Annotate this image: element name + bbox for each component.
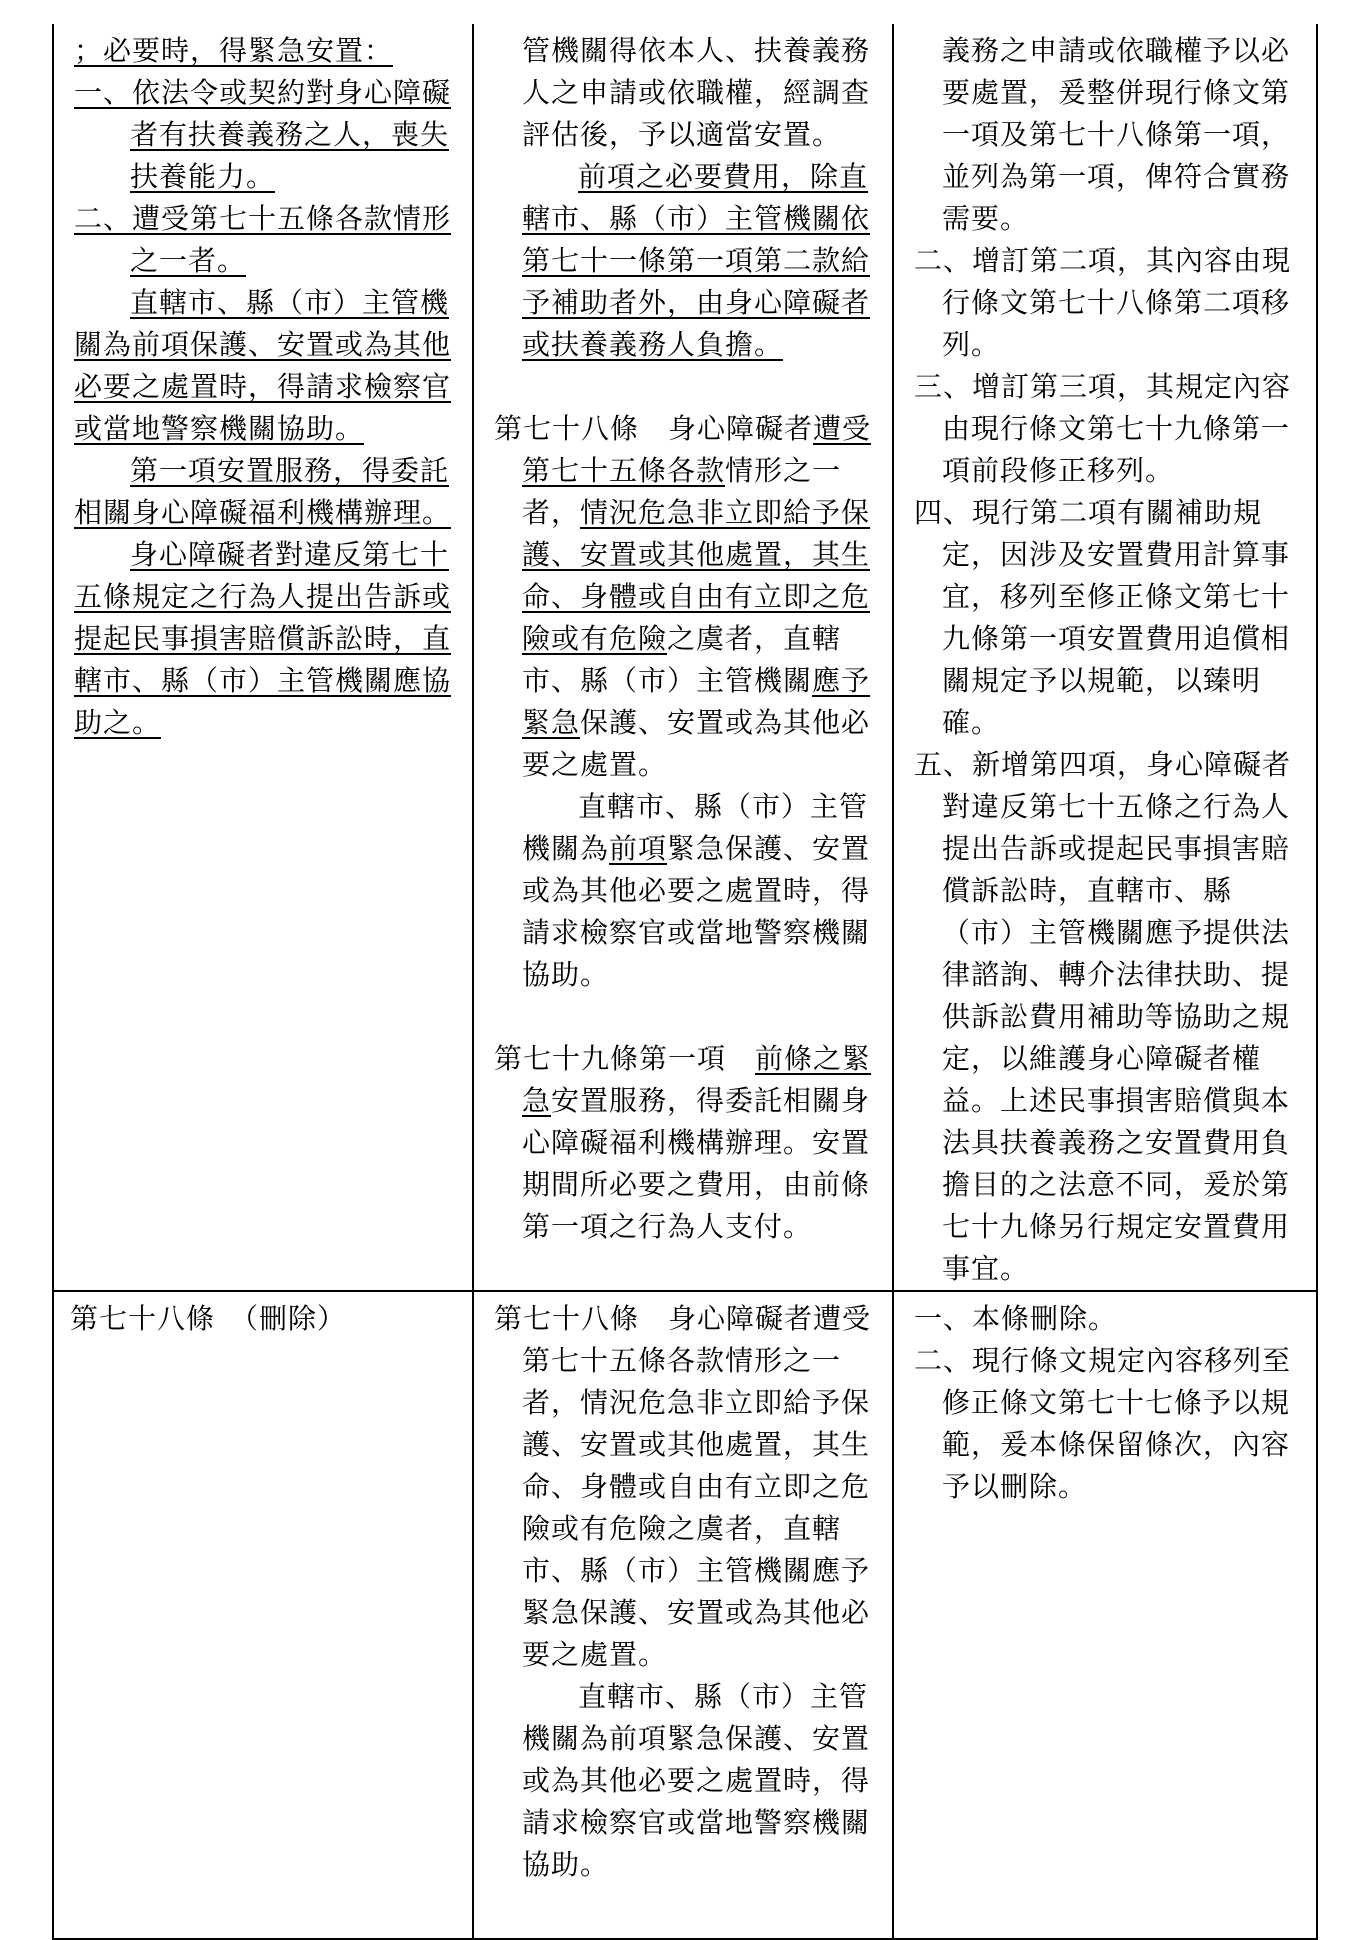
list-item: 一、依法令或契約對身心障礙者有扶養義務之人，喪失扶養能力。 — [74, 76, 452, 193]
paragraph: 義務之申請或依職權予以必要處置，爰整併現行條文第一項及第七十八條第一項，並列為第一項，俾符合實務需要。 — [942, 34, 1291, 235]
list-item: 二、增訂第二項，其內容由現行條文第七十八條第二項移列。 — [914, 244, 1292, 361]
current-text-cell — [473, 1291, 893, 1939]
paragraph: 前項之必要費用，除直轄市、縣（市）主管機關依第七十一條第一項第二款給予補助者外，由身心障礙者或扶養義務人負擔。 — [522, 160, 871, 361]
paragraph: 第一項安置服務，得委託相關身心障礙福利機構辦理。 — [74, 454, 452, 529]
article-79-paragraph: 第七十九條第一項 前條之緊急安置服務，得委託相關身心障礙福利機構辦理。安置期間所必要之費用，由前條第一項之行為人支付。 — [494, 1042, 872, 1243]
paragraph: 身心障礙者對違反第七十五條規定之行為人提出告訴或提起民事損害賠償訴訟時，直轄市、縣（市）主管機關應協助之。 — [74, 538, 452, 739]
current-text-cell — [473, 24, 893, 1291]
paragraph: 直轄市、縣（市）主管機關為前項緊急保護、安置或為其他必要之處置時，得請求檢察官或當地警察機關協助。 — [522, 1680, 871, 1881]
comparison-document — [52, 24, 1316, 1896]
explanation-cell — [893, 1291, 1317, 1939]
amended-text-cell — [53, 1291, 473, 1939]
table-row — [53, 24, 1317, 1291]
table-row — [53, 1291, 1317, 1939]
list-item: 三、增訂第三項，其規定內容由現行條文第七十九條第一項前段修正移列。 — [914, 370, 1292, 487]
article-heading: 第七十八條 （刪除） — [70, 1302, 347, 1335]
paragraph: ；必要時，得緊急安置： — [74, 34, 394, 67]
list-item: 二、遭受第七十五條各款情形之一者。 — [74, 202, 452, 277]
amended-text-cell — [53, 24, 473, 1291]
list-item: 一、本條刪除。 — [914, 1302, 1118, 1335]
list-item: 二、現行條文規定內容移列至修正條文第七十七條予以規範，爰本條保留條次，內容予以刪除。 — [914, 1344, 1292, 1503]
paragraph: 管機關得依本人、扶養義務人之申請或依職權，經調查評估後，予以適當安置。 — [522, 34, 871, 151]
comparison-table — [52, 24, 1318, 1940]
article-78-paragraph: 第七十八條 身心障礙者遭受第七十五條各款情形之一者，情況危急非立即給予保護、安置或其他處置，其生命、身體或自由有立即之危險或有危險之虞者，直轄市、縣（市）主管機關應予緊急保護、安置或為其他必要之處置。 — [494, 412, 872, 781]
list-item: 四、現行第二項有關補助規定，因涉及安置費用計算事宜，移列至修正條文第七十九條第一項安置費用追償相關規定予以規範，以臻明確。 — [914, 496, 1291, 739]
paragraph: 直轄市、縣（市）主管機關為前項保護、安置或為其他必要之處置時，得請求檢察官或當地警察機關協助。 — [74, 286, 452, 445]
list-item: 五、新增第四項，身心障礙者對違反第七十五條之行為人提出告訴或提起民事損害賠償訴訟時，直轄市、縣（市）主管機關應予提供法律諮詢、轉介法律扶助、提供訴訟費用補助等協助之規定，以維護身心障礙者權益。上述民事損害賠償與本法具扶養義務之安置費用負擔目的之法意不同，爰於第七十九條另行規定安置費用事宜。 — [914, 748, 1292, 1285]
paragraph: 直轄市、縣（市）主管機關為前項緊急保護、安置或為其他必要之處置時，得請求檢察官或當地警察機關協助。 — [522, 790, 871, 991]
explanation-cell — [893, 24, 1317, 1291]
article-78-paragraph: 第七十八條 身心障礙者遭受第七十五條各款情形之一者，情況危急非立即給予保護、安置或其他處置，其生命、身體或自由有立即之危險或有危險之虞者，直轄市、縣（市）主管機關應予緊急保護、安置或為其他必要之處置。 — [494, 1302, 872, 1671]
